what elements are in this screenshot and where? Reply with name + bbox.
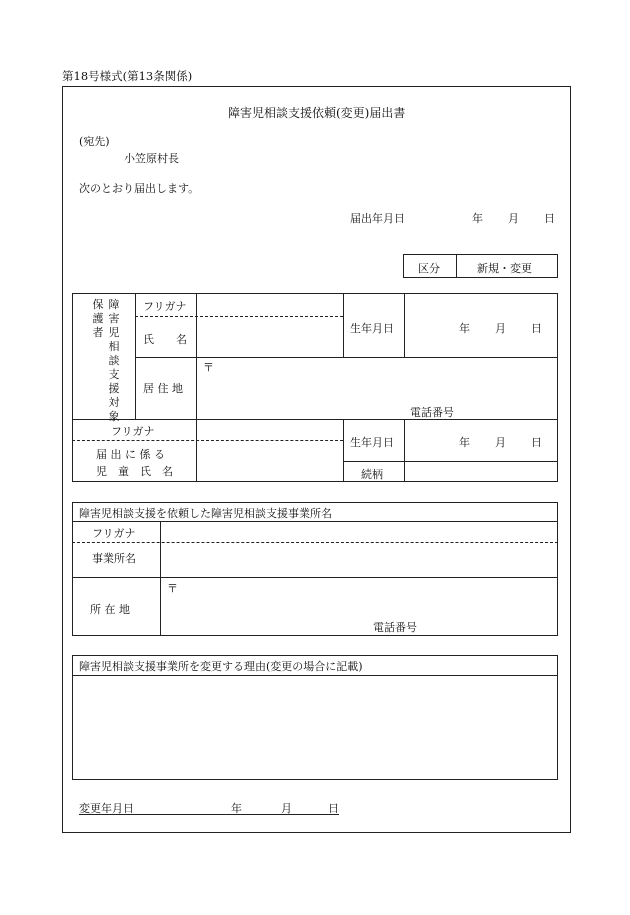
- notify-date-label: 届出年月日: [350, 212, 405, 225]
- change-date-label: 変更年月日: [79, 802, 134, 815]
- provider-furigana-label: フリガナ: [92, 527, 136, 540]
- category-value[interactable]: 新規・変更: [477, 262, 532, 275]
- child-name-label-2: 児 童 氏 名: [96, 465, 173, 478]
- child-relation-label: 続柄: [361, 468, 383, 481]
- child-furigana-label: フリガナ: [111, 425, 155, 438]
- addressee-label: (宛先): [79, 135, 110, 148]
- intro-text: 次のとおり届出します。: [79, 182, 200, 195]
- child-birth-label: 生年月日: [350, 436, 394, 449]
- guardian-postal-mark: 〒: [203, 361, 214, 374]
- addressee: 小笠原村長: [124, 152, 179, 165]
- provider-table: [72, 502, 558, 636]
- change-date-day: 日: [328, 802, 339, 815]
- guardian-birth-day: 日: [531, 322, 542, 335]
- provider-office-name-label: 事業所名: [92, 552, 136, 565]
- provider-location-label: 所 在 地: [90, 603, 130, 616]
- notify-date-month: 月: [508, 212, 519, 225]
- child-birth-month: 月: [495, 436, 506, 449]
- guardian-address-label: 居 住 地: [143, 382, 183, 395]
- notify-date-day: 日: [544, 212, 555, 225]
- guardian-birth-label: 生年月日: [350, 322, 394, 335]
- child-target-section-label: 障害児相談支援対象: [108, 298, 120, 423]
- provider-header: 障害児相談支援を依頼した障害児相談支援事業所名: [79, 507, 332, 520]
- form-number: 第18号様式(第13条関係): [62, 69, 193, 83]
- form-title: 障害児相談支援依頼(変更)届出書: [228, 106, 406, 120]
- guardian-birth-month: 月: [495, 322, 506, 335]
- guardian-phone-label: 電話番号: [410, 406, 454, 419]
- notify-date-year: 年: [472, 212, 483, 225]
- child-name-label-1: 届 出 に 係 る: [96, 448, 165, 461]
- child-birth-day: 日: [531, 436, 542, 449]
- change-date-underline: [79, 814, 339, 815]
- reason-header: 障害児相談支援事業所を変更する理由(変更の場合に記載): [79, 660, 363, 673]
- guardian-birth-year: 年: [459, 322, 470, 335]
- provider-postal-mark: 〒: [167, 582, 178, 595]
- category-label: 区分: [418, 262, 440, 275]
- guardian-furigana-label: フリガナ: [143, 300, 187, 313]
- guardian-section-label: 保護者: [92, 298, 104, 339]
- change-date-month: 月: [281, 802, 292, 815]
- guardian-name-label: 氏 名: [143, 333, 187, 346]
- child-birth-year: 年: [459, 436, 470, 449]
- provider-phone-label: 電話番号: [373, 621, 417, 634]
- change-date-year: 年: [231, 802, 242, 815]
